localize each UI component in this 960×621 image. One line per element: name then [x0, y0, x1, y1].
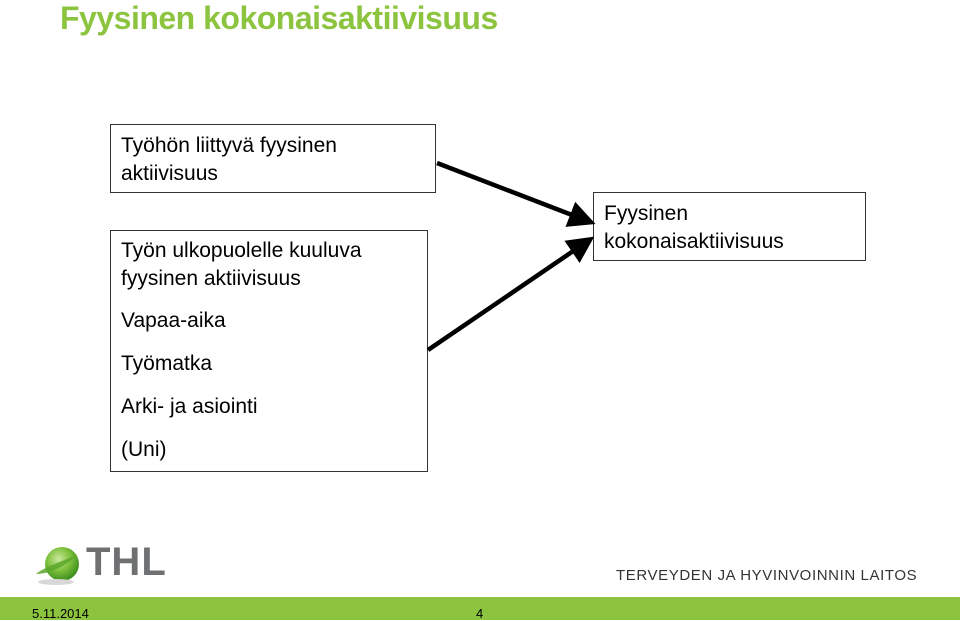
work-activity-line2: aktiivisuus [121, 162, 218, 185]
slide-title: Fyysinen kokonaisaktiivisuus [60, 0, 498, 36]
page-number: 4 [476, 606, 484, 621]
footer-date: 5.11.2014 [32, 606, 89, 621]
list-item-commute: Työmatka [121, 352, 213, 375]
total-activity-line2: kokonaisaktiivisuus [604, 230, 784, 253]
thl-logo-text: THL [86, 540, 167, 584]
total-activity-line1: Fyysinen [604, 202, 689, 225]
institute-name: TERVEYDEN JA HYVINVOINNIN LAITOS [616, 567, 918, 584]
nonwork-activity-line1: Työn ulkopuolelle kuuluva [121, 239, 362, 262]
list-item-daily-errands: Arki- ja asiointi [121, 395, 258, 418]
list-item-sleep: (Uni) [121, 438, 167, 461]
thl-globe-icon [32, 544, 82, 586]
arrow-nonwork-to-total [428, 243, 585, 350]
nonwork-activity-line2: fyysinen aktiivisuus [121, 267, 301, 290]
list-item-leisure: Vapaa-aika [121, 309, 226, 332]
work-activity-line1: Työhön liittyvä fyysinen [121, 134, 337, 157]
arrow-work-to-total [437, 163, 585, 220]
